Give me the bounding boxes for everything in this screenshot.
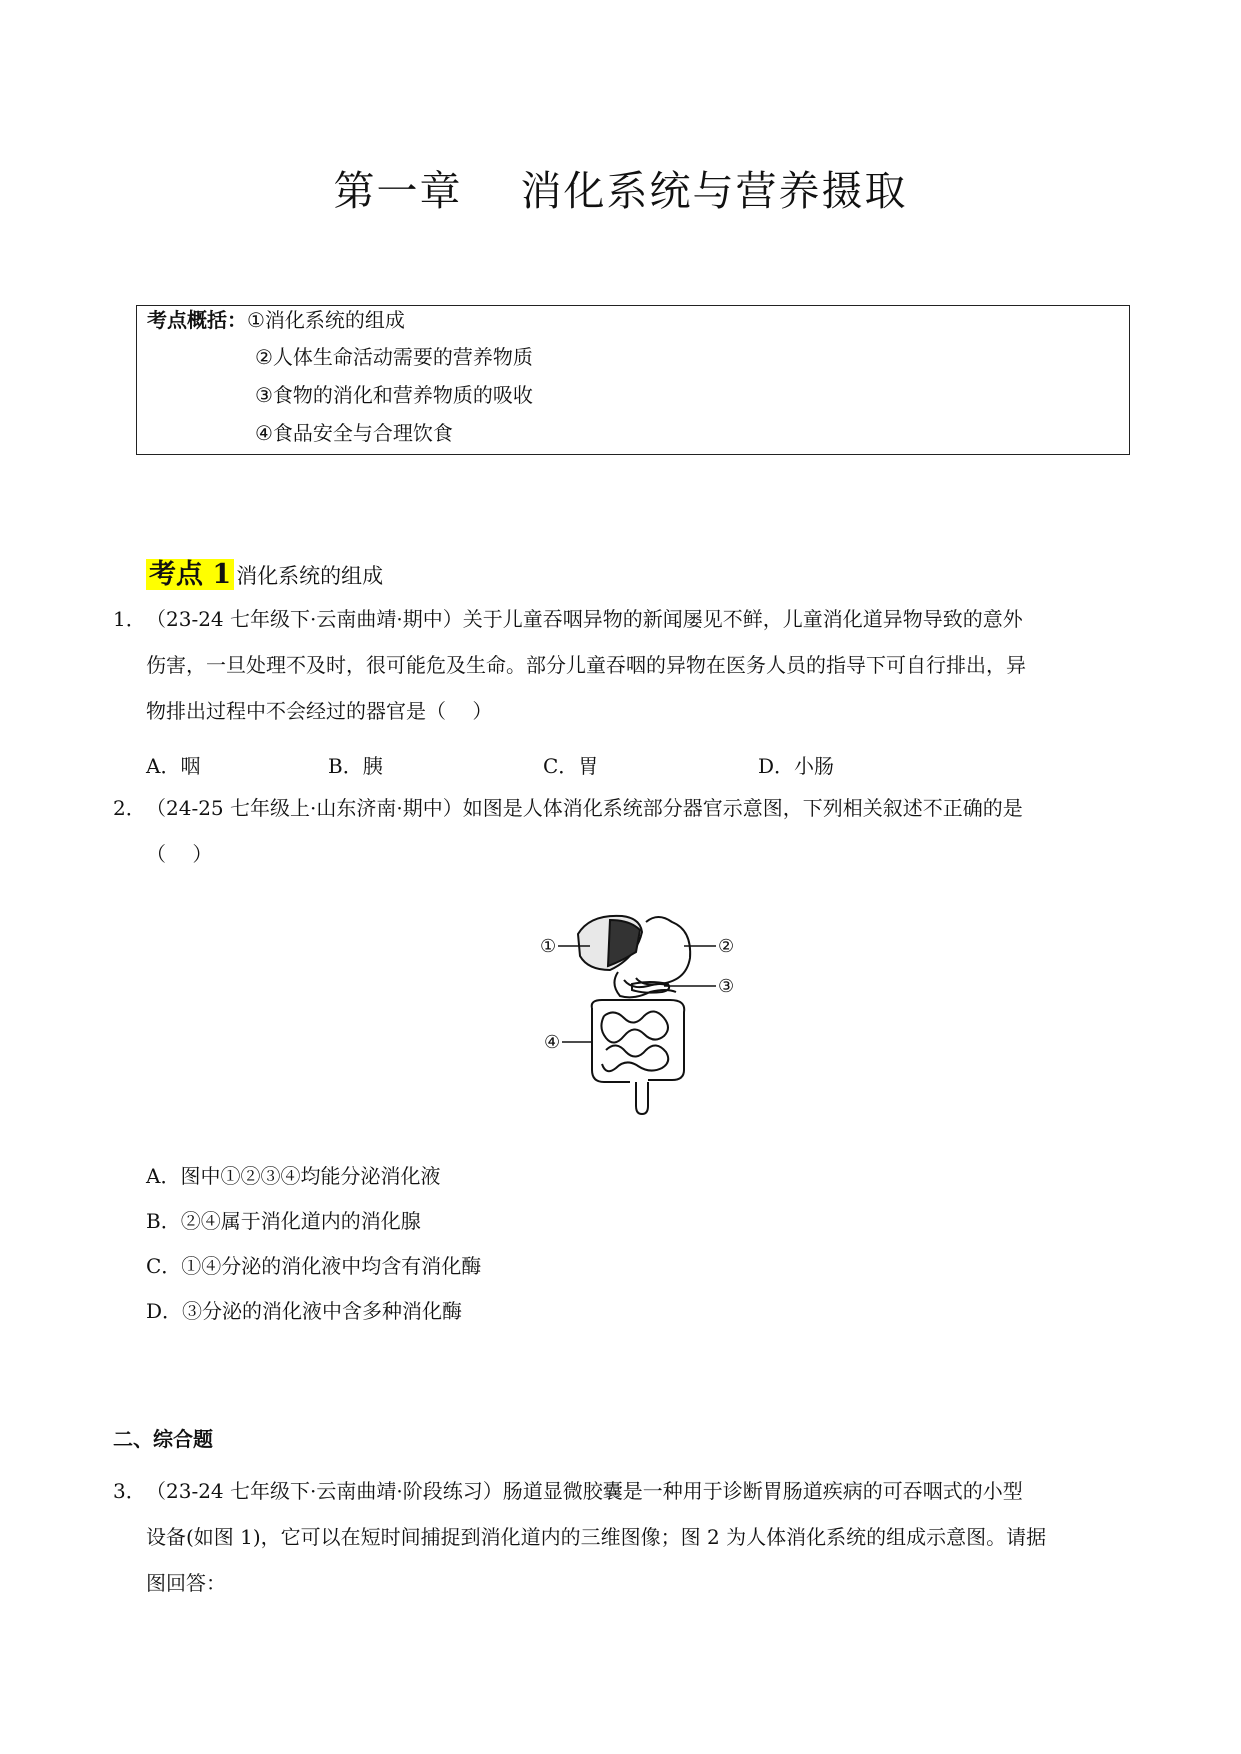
option-c: C．①④分泌的消化液中均含有消化酶: [146, 1254, 482, 1278]
figure-label-2: ②: [718, 936, 735, 957]
kaodian-heading: [146, 557, 383, 593]
page-title: [0, 158, 1241, 217]
option-a: A．图中①②③④均能分泌消化液: [146, 1164, 441, 1188]
option-d: D．小肠: [758, 754, 835, 778]
question-number: 2．: [113, 796, 146, 820]
chapter-name: 消化系统与营养摄取: [520, 167, 908, 215]
question-line: 设备(如图 1)，它可以在短时间捕捉到消化道内的三维图像；图 2 为人体消化系统的组成示意图。请据: [146, 1525, 1047, 1549]
question-line: 物排出过程中不会经过的器官是（ ）: [146, 699, 493, 723]
summary-box: [136, 305, 1130, 455]
question-line: 图回答：: [146, 1571, 226, 1595]
figure-label-4: ④: [544, 1032, 561, 1053]
summary-item-2: ②人体生命活动需要的营养物质: [255, 345, 533, 369]
summary-item-1: ①消化系统的组成: [247, 308, 405, 332]
question-line: （23-24 七年级下·云南曲靖·阶段练习）肠道显微胶囊是一种用于诊断胃肠道疾病的可吞咽式的小型: [146, 1479, 1023, 1503]
kaodian-tag: 考点 1: [146, 559, 234, 590]
question-line: （23-24 七年级下·云南曲靖·期中）关于儿童吞咽异物的新闻屡见不鲜，儿童消化道异物导致的意外: [146, 607, 1023, 631]
summary-item-3: ③食物的消化和营养物质的吸收: [255, 383, 533, 407]
option-a: A．咽: [146, 754, 201, 778]
section-heading: 二、综合题: [113, 1427, 213, 1451]
question-3: [0, 1468, 1241, 1618]
figure-label-1: ①: [540, 936, 557, 957]
kaodian-text: 消化系统的组成: [236, 564, 384, 588]
summary-row-1: [147, 306, 405, 334]
option-b: B．②④属于消化道内的消化腺: [146, 1209, 421, 1233]
option-c: C．胃: [543, 754, 599, 778]
option-d: D．③分泌的消化液中含多种消化酶: [146, 1299, 463, 1323]
figure-label-3: ③: [718, 976, 735, 997]
question-line: （24-25 七年级上·山东济南·期中）如图是人体消化系统部分器官示意图，下列相关叙述不正确的是: [146, 796, 1023, 820]
chapter-number: 第一章: [333, 167, 463, 215]
stomach-shape: [636, 917, 690, 984]
question-1: [0, 596, 1241, 766]
summary-label: 考点概括：: [147, 308, 247, 332]
question-2: [0, 785, 1241, 885]
question-line: 伤害，一旦处理不及时，很可能危及生命。部分儿童吞咽的异物在医务人员的指导下可自行排出，异: [146, 653, 1026, 677]
question-number: 1．: [113, 607, 146, 631]
summary-item-4: ④食品安全与合理饮食: [255, 421, 453, 445]
question-number: 3．: [113, 1479, 146, 1503]
digestive-system-figure: [540, 900, 740, 1120]
option-b: B．胰: [328, 754, 383, 778]
question-line: （ ）: [146, 842, 213, 866]
